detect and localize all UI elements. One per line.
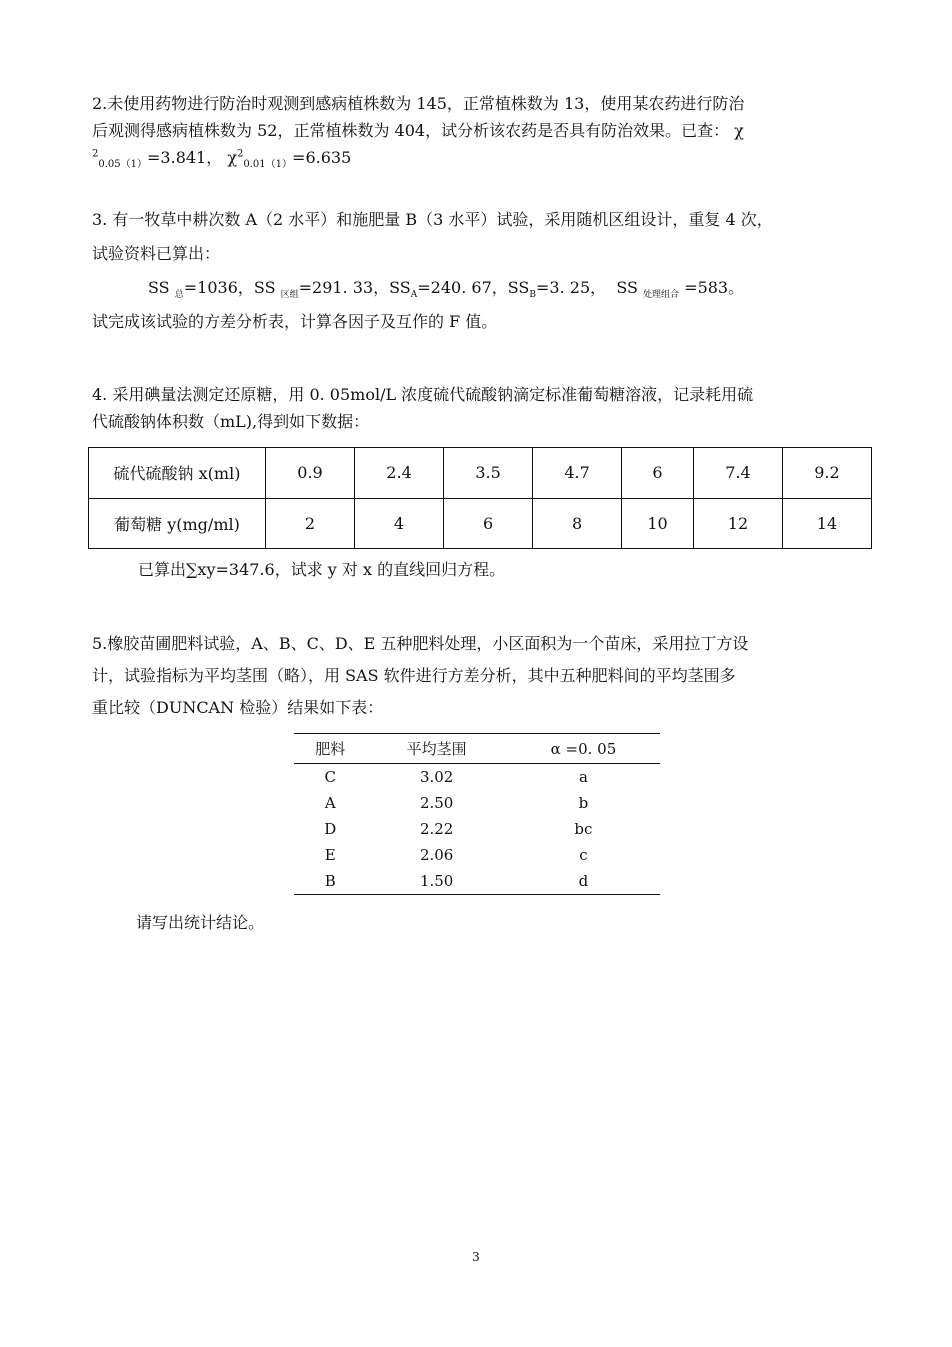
y-cell: 8 (533, 498, 622, 549)
ss-treatment-prefix: SS (616, 278, 638, 297)
ss-block-prefix: SS (253, 278, 276, 297)
fertilizer-cell: B (294, 868, 366, 895)
duncan-header-row (294, 734, 660, 764)
x-cell: 4.7 (533, 448, 622, 499)
ss-total-value: =1036， (183, 278, 254, 297)
sig-cell: b (578, 794, 589, 812)
q5-line-2: 计，试验指标为平均茎围（略），用 SAS 软件进行方差分析，其中五种肥料间的平均茎围多 (92, 666, 736, 685)
page-number: 3 (472, 1250, 480, 1264)
ss-b-sub: B (529, 290, 537, 301)
y-cell: 2 (266, 498, 355, 549)
ss-treatment-value: =583。 (684, 278, 745, 297)
ss-total-sub: 总 (174, 290, 184, 301)
y-cell: 14 (782, 498, 871, 549)
ss-treatment-sub: 处理组合 (643, 290, 680, 301)
row-y-label: 葡萄糖 y(mg/ml) (89, 498, 266, 549)
q5-line-1: 5.橡胶苗圃肥料试验，A、B、C、D、E 五种肥料处理，小区面积为一个苗床，采用拉丁方设 (92, 634, 749, 653)
ss-total-prefix: SS (148, 278, 170, 297)
question-5 (92, 628, 872, 724)
duncan-table (294, 733, 660, 895)
question-2 (92, 90, 872, 171)
x-cell: 7.4 (693, 448, 782, 499)
q4-line-2: 代硫酸钠体积数（mL),得到如下数据： (92, 412, 370, 431)
q4-line-1: 4. 采用碘量法测定还原糖，用 0. 05mol/L 浓度硫代硫酸钠滴定标准葡萄糖溶液，记录耗用硫 (92, 385, 754, 404)
sig-cell: bc (574, 820, 593, 838)
y-cell: 4 (355, 498, 444, 549)
chi2-value: =6.635 (292, 148, 352, 167)
x-cell: 6 (622, 448, 694, 499)
ss-b-prefix: SS (507, 278, 530, 297)
ss-a-prefix: SS (389, 278, 411, 297)
y-cell: 12 (693, 498, 782, 549)
question-3 (92, 203, 872, 339)
q5-conclusion: 请写出统计结论。 (136, 913, 265, 932)
question-4 (92, 381, 872, 435)
sig-cell: a (578, 768, 588, 786)
mean-cell: 1.50 (366, 868, 506, 895)
q2-line-1: 2.未使用药物进行防治时观测到感病植株数为 145，正常植株数为 13，使用某农药进行防治 (92, 94, 745, 113)
table-row (294, 764, 660, 791)
chi1-sup: 2 (92, 148, 99, 160)
header-alpha: α =0. 05 (507, 734, 660, 764)
mean-cell: 2.22 (419, 820, 454, 838)
table-row (294, 842, 660, 868)
x-cell: 3.5 (444, 448, 533, 499)
table-row (294, 868, 660, 895)
header-fertilizer: 肥料 (294, 734, 366, 764)
chi2-sub: 0.01（1） (243, 159, 293, 171)
table-row (294, 790, 660, 816)
q3-line-2: 试验资料已算出： (92, 244, 221, 263)
fertilizer-cell: E (324, 846, 336, 864)
table-row (294, 816, 660, 842)
fertilizer-cell: D (324, 820, 337, 838)
y-cell: 6 (444, 498, 533, 549)
ss-a-value: =240. 67， (417, 278, 508, 297)
x-cell: 0.9 (266, 448, 355, 499)
chi1-value: =3.841， (147, 148, 223, 167)
q3-line-4: 试完成该试验的方差分析表，计算各因子及互作的 F 值。 (92, 312, 498, 331)
mean-cell: 3.02 (419, 768, 454, 786)
table-row-x (89, 448, 872, 499)
y-cell: 10 (622, 498, 694, 549)
fertilizer-cell: A (324, 794, 336, 812)
q3-ss-formula (92, 271, 872, 305)
ss-block-value: =291. 33， (298, 278, 390, 297)
ss-b-value: =3. 25， (536, 278, 607, 297)
q3-line-1: 3. 有一牧草中耕次数 A（2 水平）和施肥量 B（3 水平）试验，采用随机区组设计，重复 4 次， (92, 210, 773, 229)
q4-note: 已算出∑xy=347.6，试求 y 对 x 的直线回归方程。 (138, 560, 506, 579)
x-cell: 9.2 (782, 448, 871, 499)
fertilizer-cell: C (324, 768, 336, 786)
table-row-y (89, 498, 872, 549)
header-mean: 平均茎围 (366, 734, 506, 764)
chi1-sub: 0.05（1） (98, 159, 148, 171)
q5-line-3: 重比较（DUNCAN 检验）结果如下表： (92, 698, 384, 717)
titration-data-table (88, 447, 872, 549)
q2-line-3 (92, 144, 872, 171)
mean-cell: 2.06 (419, 846, 454, 864)
mean-cell: 2.50 (419, 794, 454, 812)
chi2-sup: 2 (237, 148, 244, 160)
sig-cell: d (507, 868, 660, 895)
ss-block-sub: 区组 (280, 290, 299, 301)
ss-a-sub: A (410, 290, 418, 301)
x-cell: 2.4 (355, 448, 444, 499)
sig-cell: c (579, 846, 588, 864)
q2-line-2: 后观测得感病植株数为 52，正常植株数为 404，试分析该农药是否具有防治效果。已查： χ (92, 121, 744, 140)
chi2-symbol: χ (222, 148, 238, 167)
row-x-label: 硫代硫酸钠 x(ml) (89, 448, 266, 499)
